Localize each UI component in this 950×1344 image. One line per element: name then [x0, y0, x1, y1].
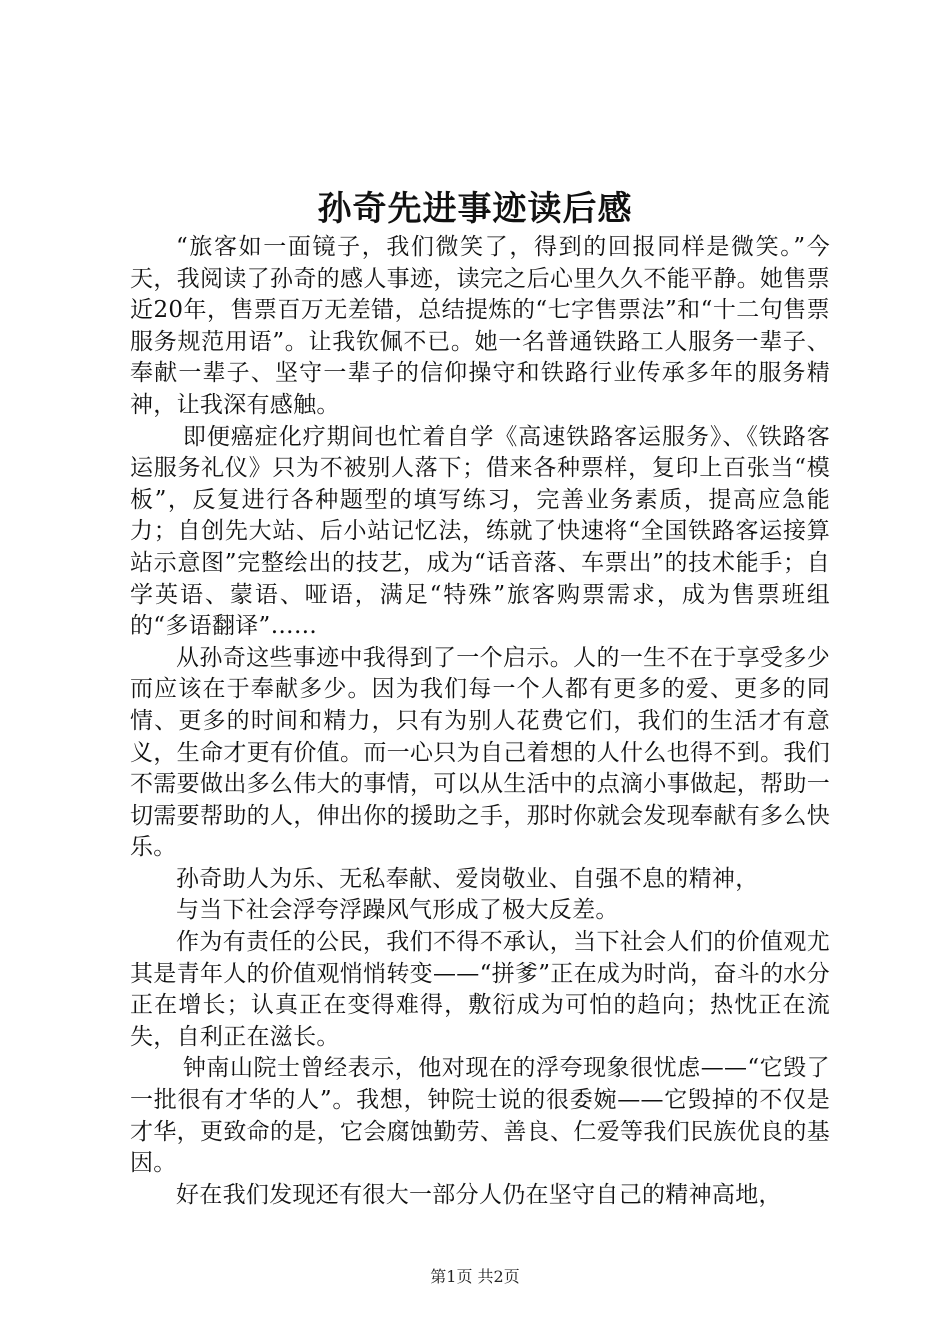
page-footer: 第1页 共2页: [430, 1267, 520, 1286]
paragraph-5: 与当下社会浮夸浮躁风气形成了极大反差。: [176, 897, 619, 924]
paragraph-1: “旅客如一面镜子，我们微笑了，得到的回报同样是微笑。”今天，我阅读了孙奇的感人事迹，读完之后心里久久不能平静。她售票近20年，售票百万无差错，总结提炼的“七字售票法”和“十二句售票服务规范用语”。让我钦佩不已。她一名普通铁路工人服务一辈子、奉献一辈子、坚守一辈子的信仰操守和铁路行业传承多年的服务精神，让我深有感触。: [130, 234, 830, 418]
paragraph-3: 从孙奇这些事迹中我得到了一个启示。人的一生不在于享受多少而应该在于奉献多少。因为我们每一个人都有更多的爱、更多的同情、更多的时间和精力，只有为别人花费它们，我们的生活才有意义，生命才更有价值。而一心只为自己着想的人什么也得不到。我们不需要做出多么伟大的事情，可以从生活中的点滴小事做起，帮助一切需要帮助的人，伸出你的援助之手，那时你就会发现奉献有多么快乐。: [130, 644, 830, 861]
paragraph-4: 孙奇助人为乐、无私奉献、爱岗敬业、自强不息的精神，: [176, 865, 759, 892]
paragraph-6: 作为有责任的公民，我们不得不承认，当下社会人们的价值观尤其是青年人的价值观悄悄转变——“拼爹”正在成为时尚，奋斗的水分正在增长；认真正在变得难得，敷衍成为可怕的趋向；热忱正在流失，自利正在滋长。: [130, 929, 830, 1050]
document-title: 孙奇先进事迹读后感: [317, 189, 633, 229]
paragraph-8: 好在我们发现还有很大一部分人仍在坚守自己的精神高地，: [176, 1181, 782, 1208]
paragraph-2: 即便癌症化疗期间也忙着自学《高速铁路客运服务》、《铁路客运服务礼仪》只为不被别人落下；借来各种票样，复印上百张当“模板”，反复进行各种题型的填写练习，完善业务素质，提高应急能力；自创先大站、后小站记忆法，练就了快速将“全国铁路客运接算站示意图”完整绘出的技艺，成为“话音落、车票出”的技术能手；自学英语、蒙语、哑语，满足“特殊”旅客购票需求，成为售票班组的“多语翻译”……: [130, 423, 830, 640]
document-body: [130, 232, 830, 1211]
paragraph-7: 钟南山院士曾经表示，他对现在的浮夸现象很忧虑——“它毁了一批很有才华的人”。我想，钟院士说的很委婉——它毁掉的不仅是才华，更致命的是，它会腐蚀勤劳、善良、仁爱等我们民族优良的基因。: [130, 1055, 830, 1177]
